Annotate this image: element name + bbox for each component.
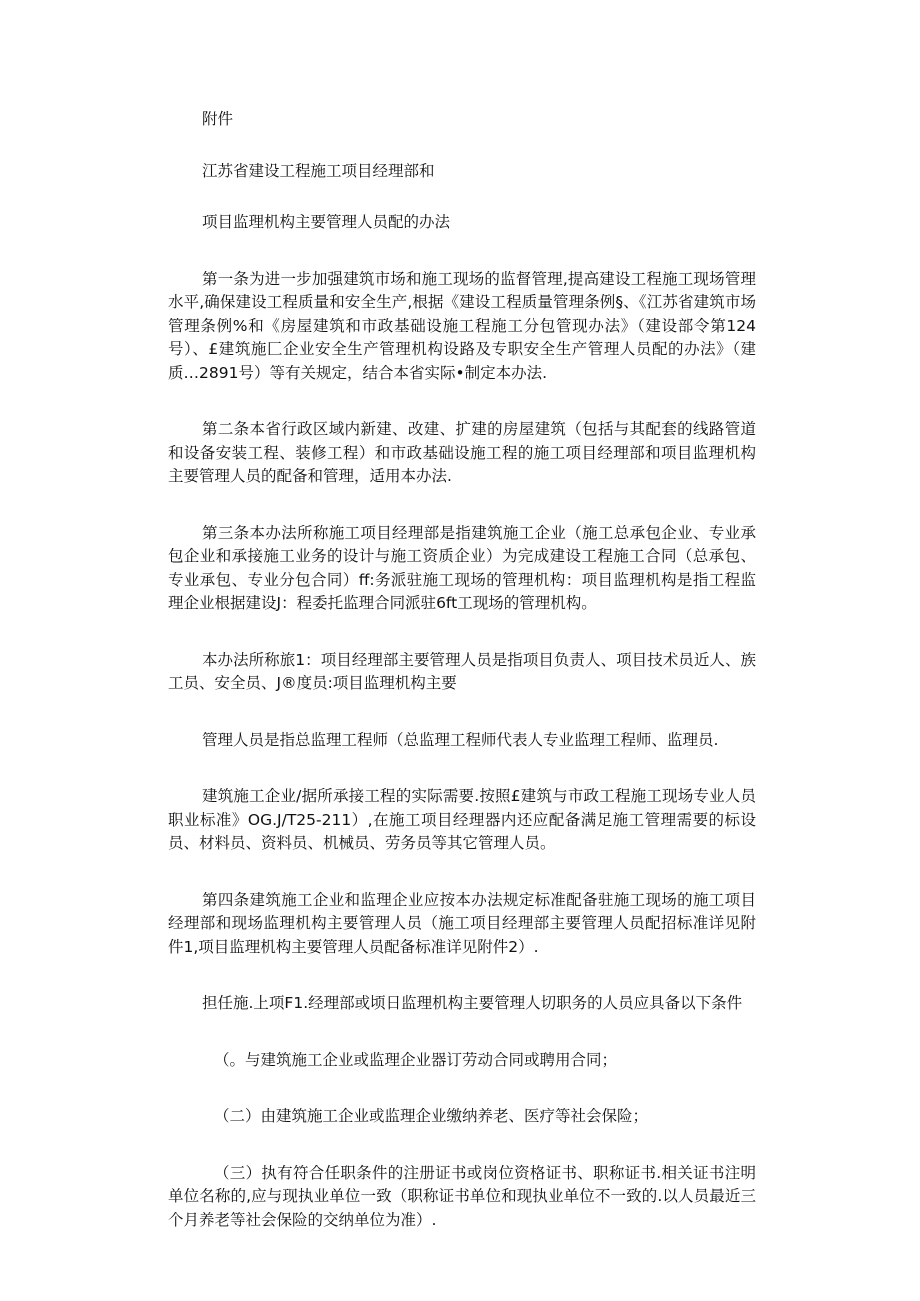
- paragraph-definition: 本办法所称旅1：项目经理部主要管理人员是指项目负责人、项目技术员近人、族工员、安全员、J®度员:项目监理机构主要: [168, 650, 756, 692]
- paragraph-other-staff: 建筑施工企业/据所承接工程的实际需要.按照£建筑与市政工程施工现场专业人员职业标准》OG.J/T25-211）,在施工项目经理器内还应配备满足施工管理需要的标设员、材料员、资料员、机械员、劳务员等其它管理人员。: [168, 787, 756, 852]
- list-item-condition-1: （。与建筑施工企业或监理企业器订劳动合同或聘用合同；: [214, 1050, 618, 1069]
- paragraph-conditions-intro: 担任施.上项F1.经理部或顷日监理机构主要管理人切职务的人员应具备以下条件: [202, 994, 743, 1012]
- title-line-1: 江苏省建设工程施工项目经理部和: [202, 161, 435, 180]
- attachment-label: 附件: [202, 110, 234, 128]
- title-line-2: 项目监理机构主要管理人员配的办法: [202, 213, 451, 231]
- document-body: [168, 108, 756, 1265]
- paragraph-article-3: 第三条本办法所称施工项目经理部是指建筑施工企业（施工总承包企业、专业承包企业和承接施工业务的设计与施工资质企业）为完成建设工程施工合同（总承包、专业承包、专业分包合同）ff:务派驻施工现场的管理机构：项目监理机构是指工程监理企业根据建设J：程委托监理合同派驻6ft工现场的管理机构。: [168, 523, 756, 612]
- paragraph-article-2: 第二条本省行政区域内新建、改建、扩建的房屋建筑（包括与其配套的线路管道和设备安装工程、装修工程）和市政基础设施工程的施工项目经理部和项目监理机构主要管理人员的配备和管理，适用本办法.: [168, 420, 756, 485]
- paragraph-article-4: 第四条建筑施工企业和监理企业应按本办法规定标准配备驻施工现场的施工项目经理部和现场监理机构主要管理人员（施工项目经理部主要管理人员配招标准详见附件1,项目监理机构主要管理人员配备标准详见附件2）.: [168, 890, 756, 956]
- paragraph-supervision-staff: 管理人员是指总监理工程师（总监理工程师代表人专业监理工程师、监理员.: [202, 730, 719, 749]
- list-item-condition-3: （三）执有符合任职条件的注册证书或岗位资格证书、职称证书.相关证书注明单位名称的,应与现执业单位一致（职称证书单位和现执业单位不一致的.以人员最近三个月养老等社会保险的交纳单位为准）.: [168, 1163, 756, 1229]
- paragraph-article-1: 第一条为进一步加强建筑市场和施工现场的监督管理,提高建设工程施工现场管理水平,确保建设工程质量和安全生产,根据《建设工程质量管理条例§、《江苏省建筑市场管理条例%和《房屋建筑和市政基础设施工程施工分包管现办法》（建设部令第124号）、£建筑施匚企业安全生产管理机构设路及专职安全生产管理人员配的办法》（建质…2891号）等有关规定，结合本省实际•制定本办法.: [168, 269, 756, 382]
- list-item-condition-2: （二）由建筑施工企业或监理企业缴纳养老、医疗等社会保险；: [214, 1107, 649, 1125]
